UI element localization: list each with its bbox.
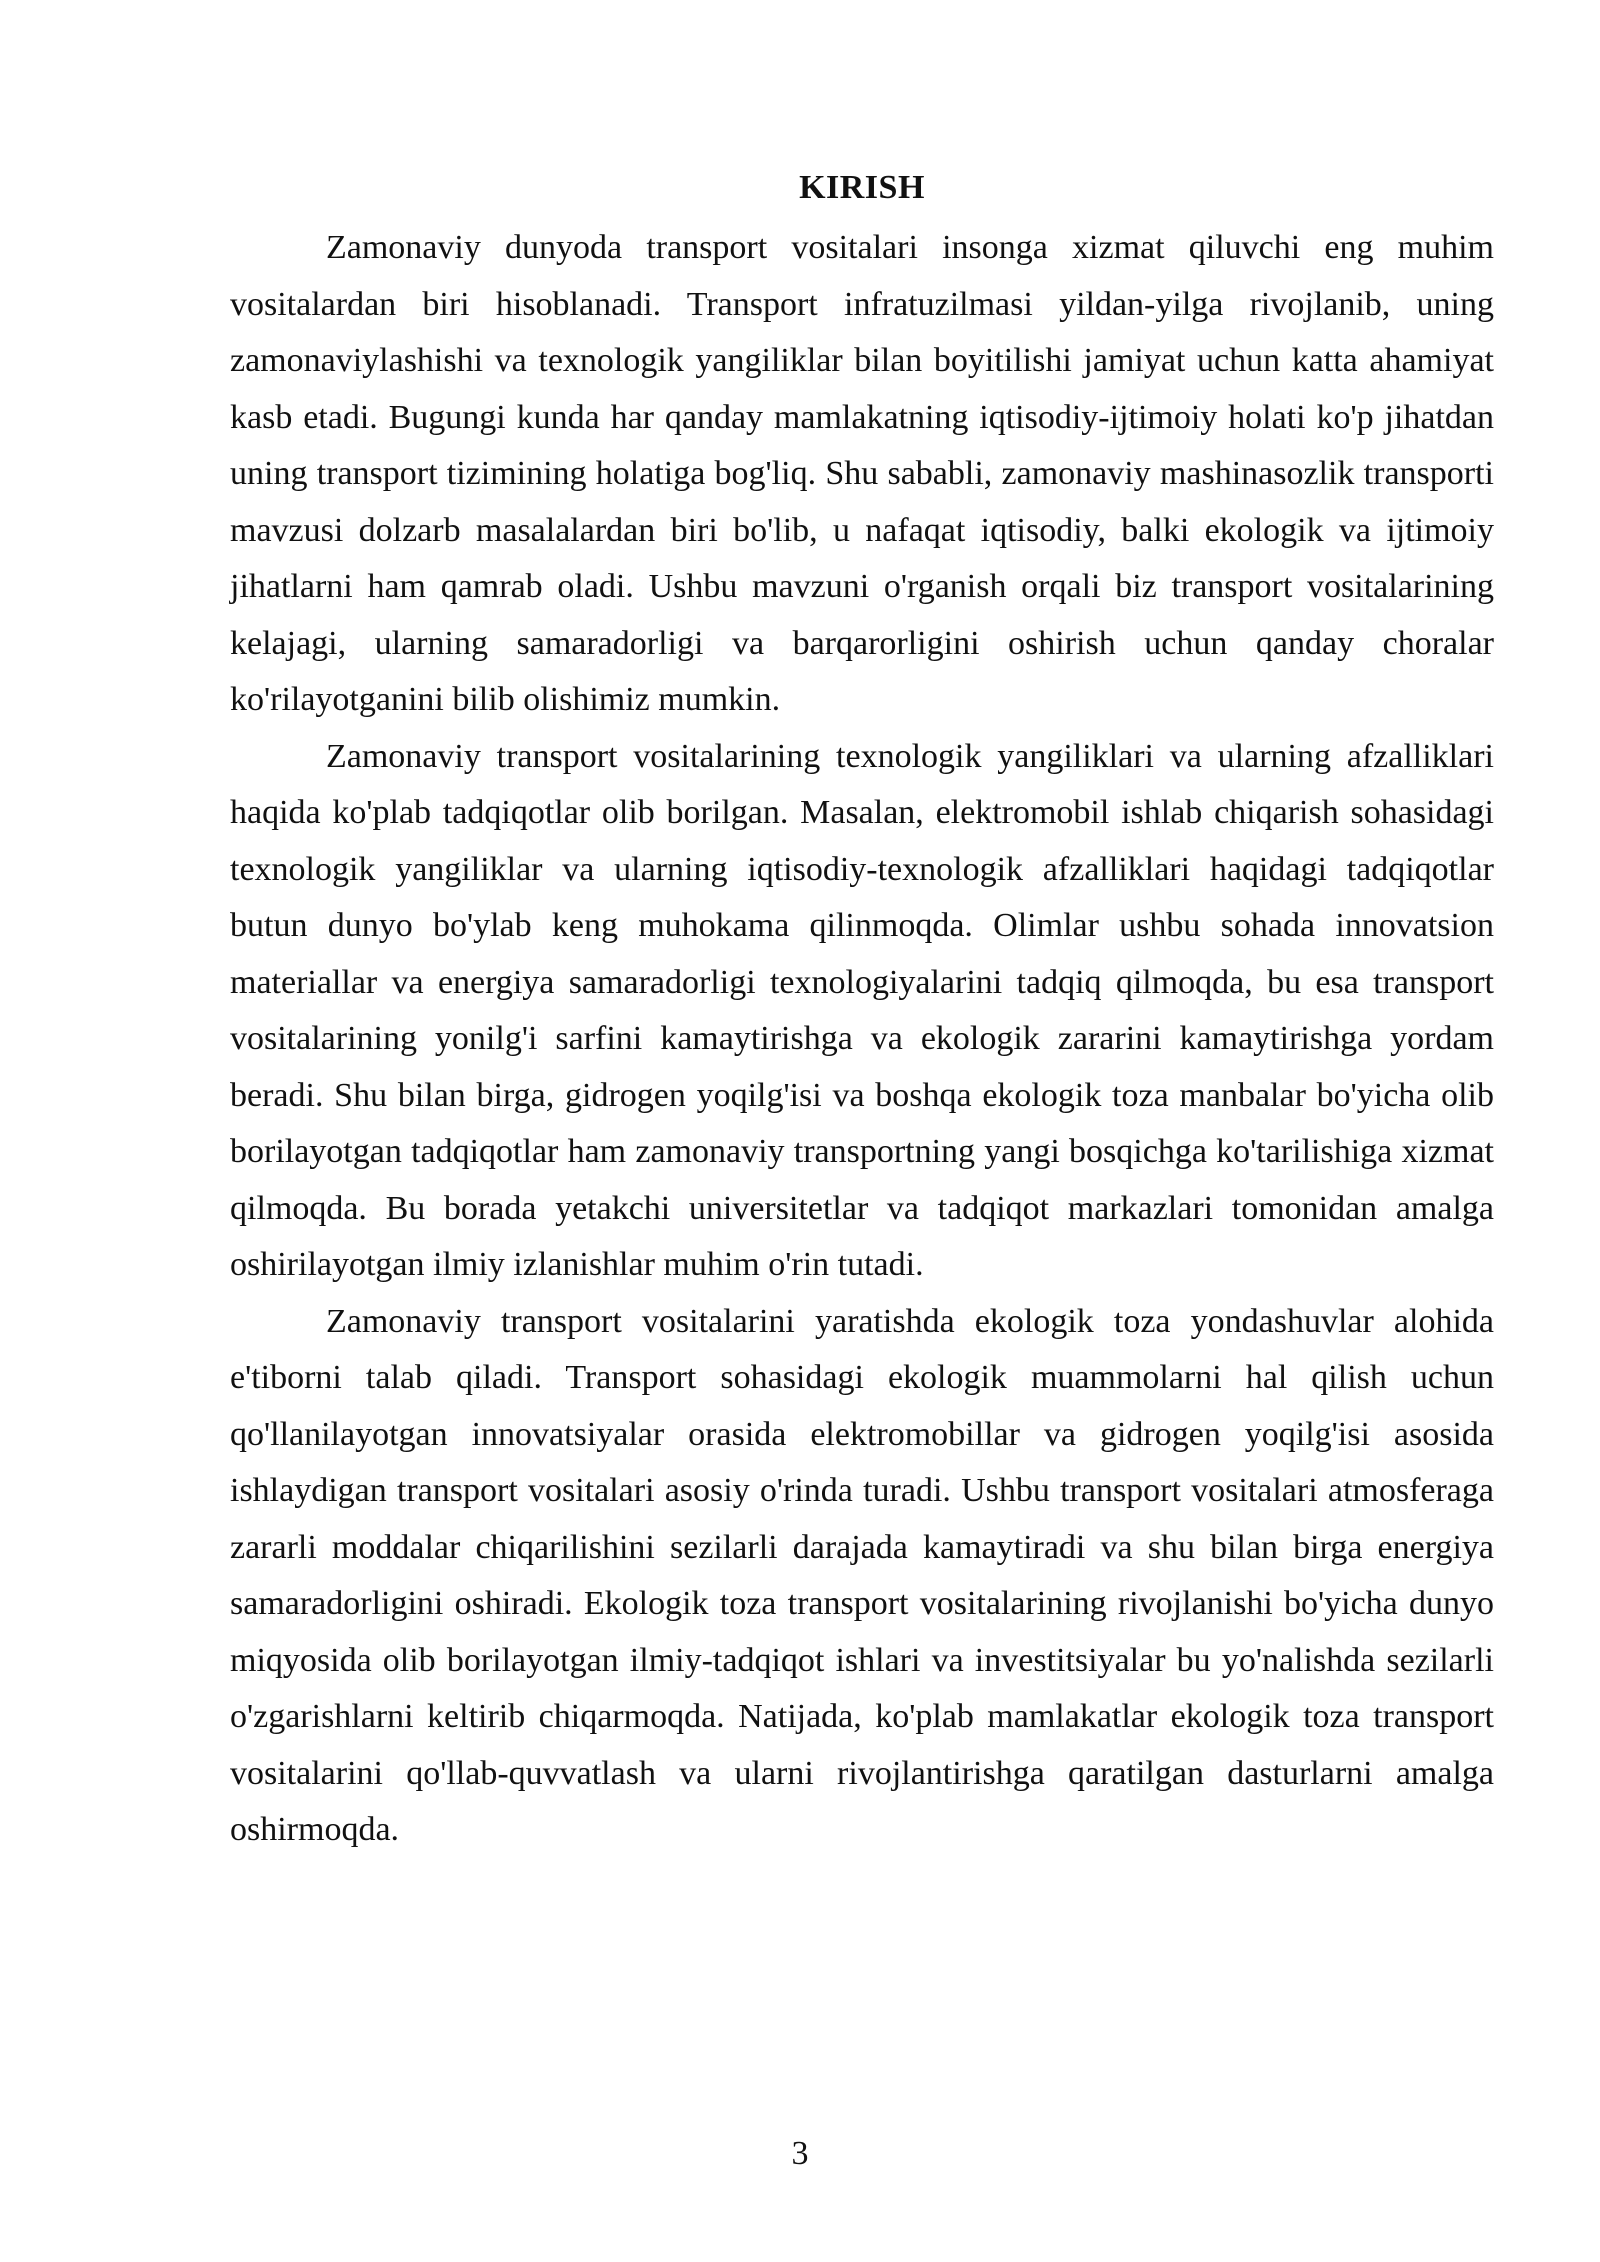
- page-content: [230, 160, 1494, 1859]
- paragraph-3: Zamonaviy transport vositalarini yaratishda ekologik toza yondashuvlar alohida e'tiborni talab qiladi. Transport sohasidagi ekologik muammolarni hal qilish uchun qo'llanilayotgan innovatsiyalar orasida elektromobillar va gidrogen yoqilg'isi asosida ishlaydigan transport vositalari asosiy o'rinda turadi. Ushbu transport vositalari atmosferaga zararli moddalar chiqarilishini sezilarli darajada kamaytiradi va shu bilan birga energiya samaradorligini oshiradi. Ekologik toza transport vositalarining rivojlanishi bo'yicha dunyo miqyosida olib borilayotgan ilmiy-tadqiqot ishlari va investitsiyalar bu yo'nalishda sezilarli o'zgarishlarni keltirib chiqarmoqda. Natijada, ko'plab mamlakatlar ekologik toza transport vositalarini qo'llab-quvvatlash va ularni rivojlantirishga qaratilgan dasturlarni amalga oshirmoqda.: [230, 1302, 1494, 1848]
- paragraph-2: Zamonaviy transport vositalarining texnologik yangiliklari va ularning afzalliklari haqida ko'plab tadqiqotlar olib borilgan. Masalan, elektromobil ishlab chiqarish sohasidagi texnologik yangiliklar va ularning iqtisodiy-texnologik afzalliklari haqidagi tadqiqotlar butun dunyo bo'ylab keng muhokama qilinmoqda. Olimlar ushbu sohada innovatsion materiallar va energiya samaradorligi texnologiyalarini tadqiq qilmoqda, bu esa transport vositalarining yonilg'i sarfini kamaytirishga va ekologik zararini kamaytirishga yordam beradi. Shu bilan birga, gidrogen yoqilg'isi va boshqa ekologik toza manbalar bo'yicha olib borilayotgan tadqiqotlar ham zamonaviy transportning yangi bosqichga ko'tarilishiga xizmat qilmoqda. Bu borada yetakchi universitetlar va tadqiqot markazlari tomonidan amalga oshirilayotgan ilmiy izlanishlar muhim o'rin tutadi.: [230, 737, 1494, 1283]
- page-number: 3: [791, 2135, 809, 2172]
- section-title: KIRISH: [799, 169, 925, 206]
- paragraph-1: Zamonaviy dunyoda transport vositalari insonga xizmat qiluvchi eng muhim vositalardan biri hisoblanadi. Transport infratuzilmasi yildan-yilga rivojlanib, uning zamonaviylashishi va texnologik yangiliklar bilan boyitilishi jamiyat uchun katta ahamiyat kasb etadi. Bugungi kunda har qanday mamlakatning iqtisodiy-ijtimoiy holati ko'p jihatdan uning transport tizimining holatiga bog'liq. Shu sababli, zamonaviy mashinasozlik transporti mavzusi dolzarb masalalardan biri bo'lib, u nafaqat iqtisodiy, balki ekologik va ijtimoiy jihatlarni ham qamrab oladi. Ushbu mavzuni o'rganish orqali biz transport vositalarining kelajagi, ularning samaradorligi va barqarorligini oshirish uchun qanday choralar ko'rilayotganini bilib olishimiz mumkin.: [230, 229, 1494, 718]
